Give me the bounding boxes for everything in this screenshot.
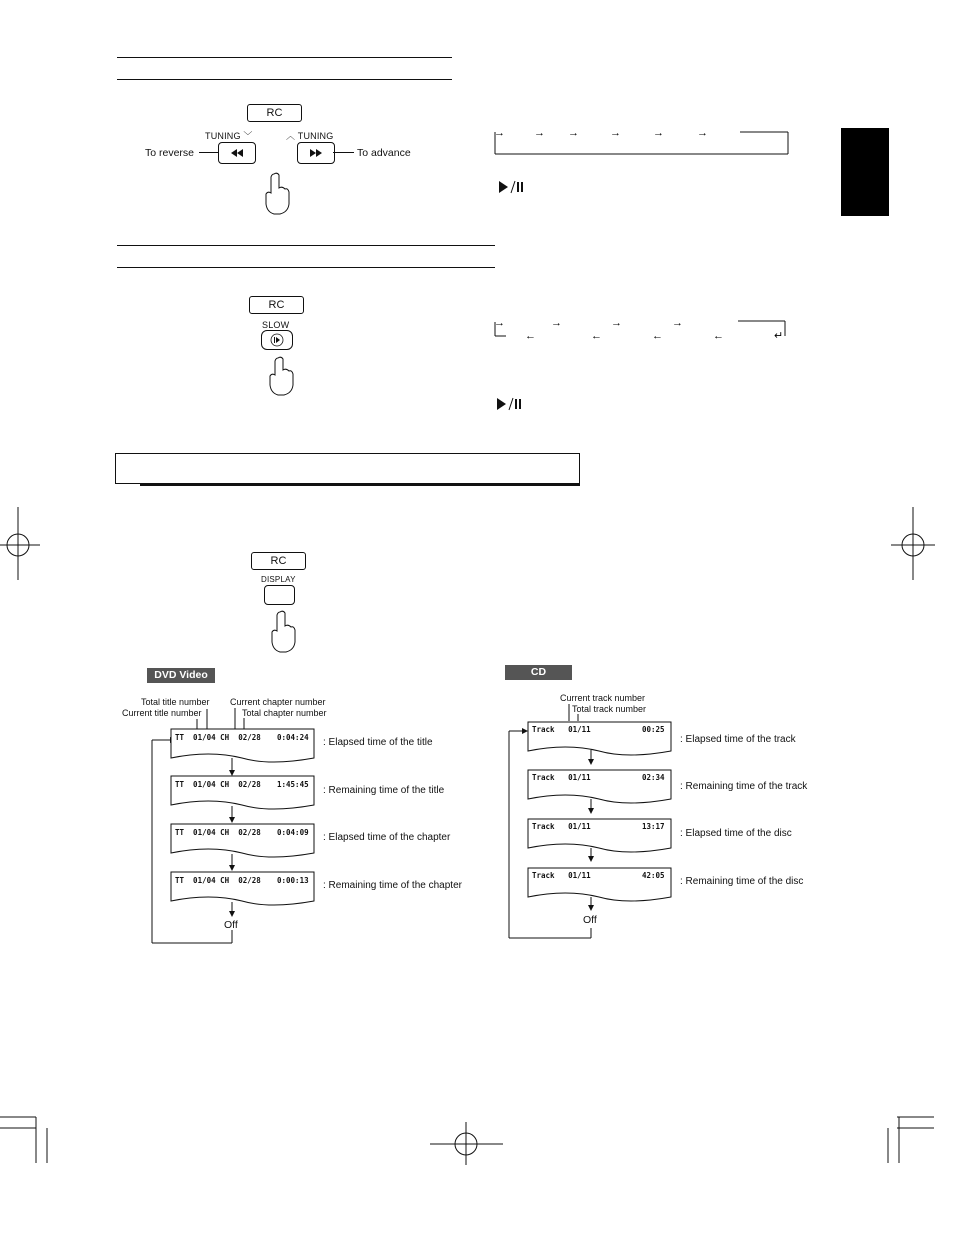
cd-off-label: Off (583, 914, 597, 926)
pointing-hand-icon (268, 610, 298, 654)
cd-screen-3-counter: Track 01/11 (532, 822, 591, 831)
svg-text:←: ← (591, 330, 602, 342)
svg-text:←: ← (713, 330, 724, 342)
dvd-video-tag: DVD Video (147, 668, 215, 683)
dvd-screen-3-desc: : Elapsed time of the chapter (323, 832, 451, 843)
dvd-screen-3-time: 0:04:09 (277, 828, 309, 837)
svg-text:←: ← (525, 330, 536, 342)
pointing-hand-icon (266, 356, 296, 396)
fast-forward-button[interactable] (297, 142, 335, 164)
cd-screen-1-desc: : Elapsed time of the track (680, 734, 796, 745)
heading-rule-top-2 (117, 245, 495, 246)
svg-text:→: → (494, 317, 505, 329)
svg-text:→: → (697, 127, 708, 139)
advance-label: To advance (357, 147, 411, 159)
slow-label: SLOW (262, 320, 290, 330)
total-title-callout: Total title number (141, 697, 210, 707)
chevron-down-icon: ﹀ (243, 131, 253, 141)
pointing-hand-icon (262, 172, 292, 216)
section-tab (841, 128, 889, 216)
dvd-screen-1-counter: TT 01/04 CH 02/28 (175, 733, 261, 742)
current-chapter-callout: Current chapter number (230, 697, 326, 707)
cd-screen-1-counter: Track 01/11 (532, 725, 591, 734)
heading-rule-bottom-2 (117, 267, 495, 268)
cd-screen-4-desc: : Remaining time of the disc (680, 876, 804, 887)
svg-text:←: ← (652, 330, 663, 342)
rewind-button[interactable] (218, 142, 256, 164)
search-speed-flow (490, 122, 790, 156)
slow-play-icon (262, 331, 292, 349)
display-button[interactable] (264, 585, 295, 605)
fast-forward-icon (298, 143, 334, 163)
tuning-up-label: ︿ TUNING (286, 131, 334, 141)
svg-text:→: → (653, 127, 664, 139)
rewind-icon (219, 143, 255, 163)
advance-leader (333, 152, 354, 153)
cd-screen-3-time: 13:17 (642, 822, 665, 831)
cd-screen-2-desc: : Remaining time of the track (680, 781, 808, 792)
display-label: DISPLAY (261, 575, 296, 584)
svg-text:→: → (494, 127, 505, 139)
dvd-screen-2-desc: : Remaining time of the title (323, 785, 445, 796)
total-track-callout: Total track number (572, 704, 647, 714)
tuning-down-label: TUNING ﹀ (205, 131, 253, 141)
current-title-callout: Current title number (122, 708, 202, 718)
chevron-up-icon: ︿ (286, 131, 296, 141)
dvd-screen-4-desc: : Remaining time of the chapter (323, 880, 462, 891)
rc-label: RC (251, 552, 306, 570)
dvd-screen-2-counter: TT 01/04 CH 02/28 (175, 780, 261, 789)
total-chapter-callout: Total chapter number (242, 708, 327, 718)
cd-screen-2-counter: Track 01/11 (532, 773, 591, 782)
heading-rule-top (117, 57, 452, 58)
cd-tag: CD (505, 665, 572, 680)
dvd-screen-4-time: 0:00:13 (277, 876, 309, 885)
svg-text:→: → (534, 127, 545, 139)
reverse-label: To reverse (145, 147, 195, 159)
cd-screen-4-counter: Track 01/11 (532, 871, 591, 880)
svg-text:→: → (672, 317, 683, 329)
svg-text:→: → (611, 317, 622, 329)
reverse-leader (199, 152, 218, 153)
cd-screen-3-desc: : Elapsed time of the disc (680, 828, 792, 839)
play-pause-icon (495, 397, 525, 411)
cd-screen-4-time: 42:05 (642, 871, 665, 880)
svg-text:→: → (551, 317, 562, 329)
dvd-screen-3-counter: TT 01/04 CH 02/28 (175, 828, 261, 837)
cd-screen-1-time: 00:25 (642, 725, 665, 734)
dvd-screen-2-time: 1:45:45 (277, 780, 309, 789)
slow-speed-flow (490, 312, 790, 342)
heading-box (115, 453, 580, 484)
cd-screen-2-time: 02:34 (642, 773, 665, 782)
dvd-off-label: Off (224, 919, 238, 931)
svg-text:→: → (568, 127, 579, 139)
slow-button[interactable] (261, 330, 293, 350)
dvd-screen-1-desc: : Elapsed time of the title (323, 737, 433, 748)
dvd-screen-1-time: 0:04:24 (277, 733, 309, 742)
current-track-callout: Current track number (560, 693, 646, 703)
svg-text:↵: ↵ (774, 330, 784, 342)
play-pause-icon (497, 180, 527, 194)
heading-rule-bottom (117, 79, 452, 80)
rc-label: RC (247, 104, 302, 122)
dvd-screen-4-counter: TT 01/04 CH 02/28 (175, 876, 261, 885)
rc-label: RC (249, 296, 304, 314)
svg-text:→: → (610, 127, 621, 139)
